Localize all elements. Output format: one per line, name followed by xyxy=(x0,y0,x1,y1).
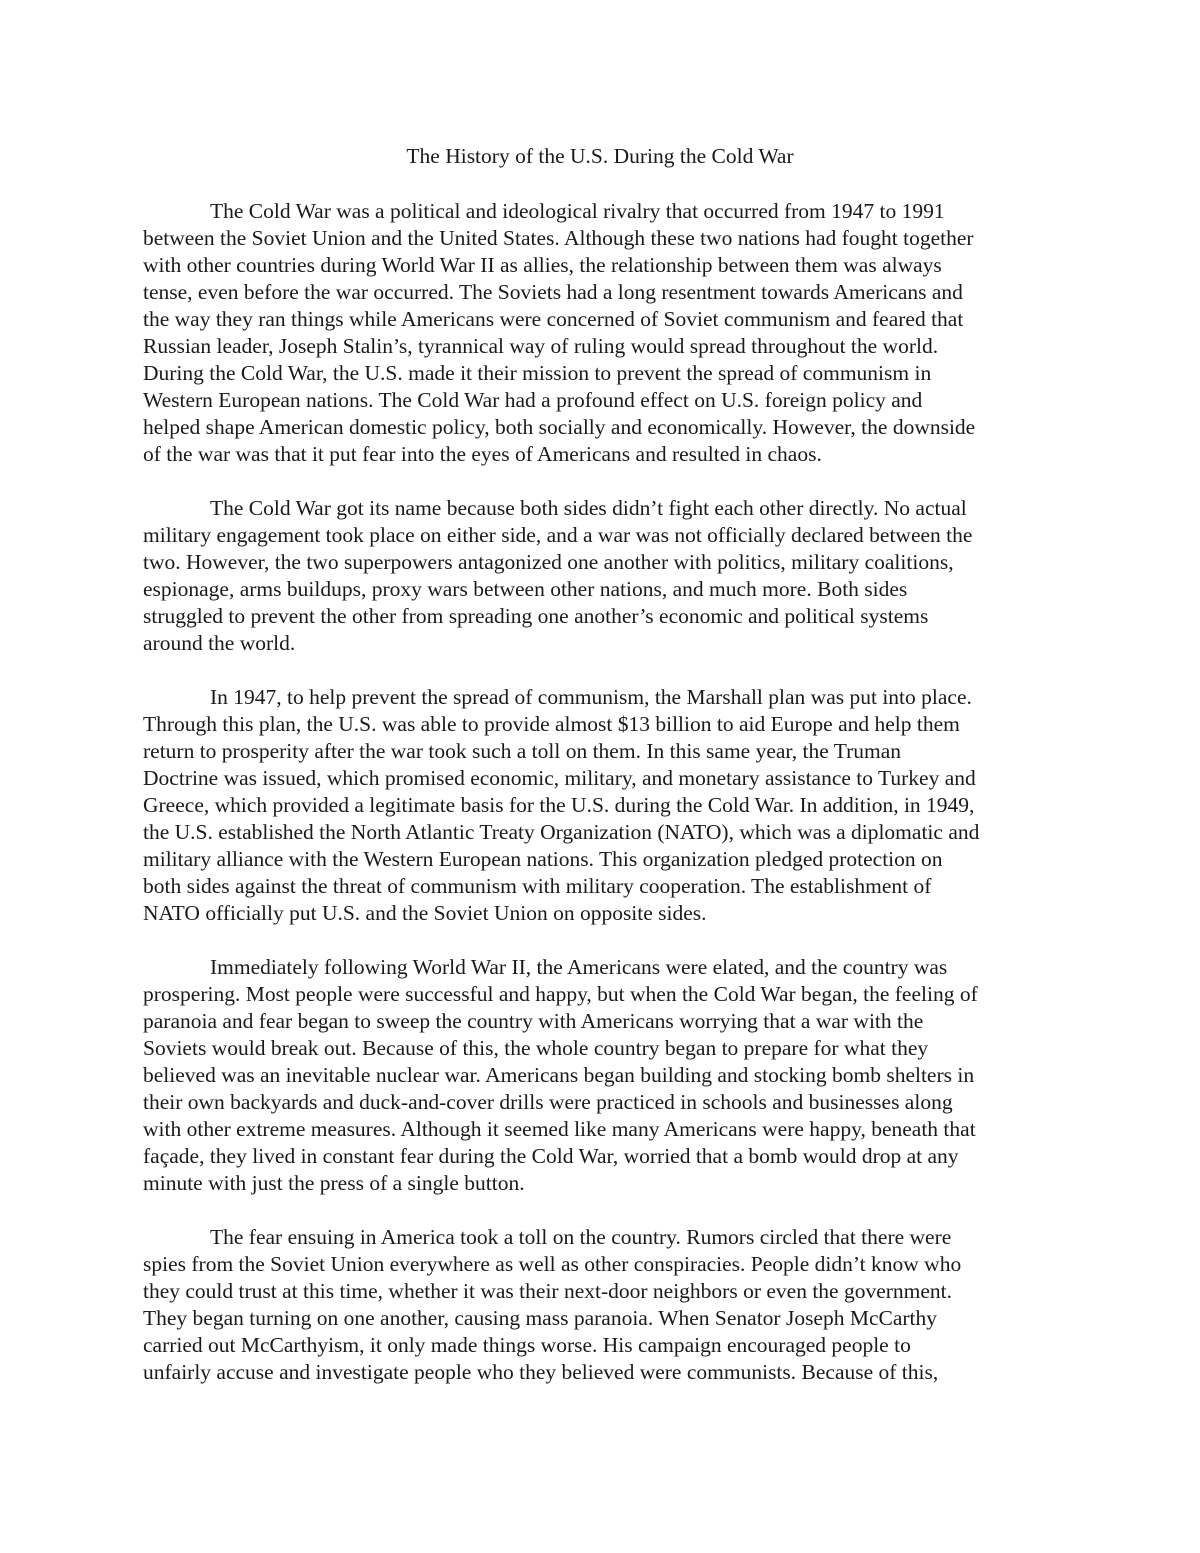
paragraph-line: both sides against the threat of communism with military cooperation. The establishment of xyxy=(143,874,932,898)
paragraph-line: During the Cold War, the U.S. made it their mission to prevent the spread of communism in xyxy=(143,361,932,385)
paragraph-line: between the Soviet Union and the United States. Although these two nations had fought together xyxy=(143,226,974,250)
paragraph-line: Western European nations. The Cold War had a profound effect on U.S. foreign policy and xyxy=(143,388,923,412)
paragraph-line: their own backyards and duck-and-cover drills were practiced in schools and businesses along xyxy=(143,1090,953,1114)
paragraph-line: prospering. Most people were successful and happy, but when the Cold War began, the feeling of xyxy=(143,982,978,1006)
paragraph-line: believed was an inevitable nuclear war. Americans began building and stocking bomb shelters in xyxy=(143,1063,975,1087)
paragraph-line: façade, they lived in constant fear during the Cold War, worried that a bomb would drop at any xyxy=(143,1144,959,1168)
paragraph-line: unfairly accuse and investigate people who they believed were communists. Because of this, xyxy=(143,1360,939,1384)
paragraph-line: The Cold War was a political and ideological rivalry that occurred from 1947 to 1991 xyxy=(210,199,945,223)
paragraph-line: they could trust at this time, whether it was their next-door neighbors or even the government. xyxy=(143,1279,953,1303)
paragraph-line: two. However, the two superpowers antagonized one another with politics, military coalitions, xyxy=(143,550,954,574)
paragraph-line: Immediately following World War II, the Americans were elated, and the country was xyxy=(210,955,948,979)
paragraph-line: Soviets would break out. Because of this, the whole country began to prepare for what they xyxy=(143,1036,929,1060)
paragraph-line: In 1947, to help prevent the spread of communism, the Marshall plan was put into place. xyxy=(210,685,972,709)
paragraph-line: tense, even before the war occurred. The Soviets had a long resentment towards Americans and xyxy=(143,280,963,304)
paragraph-line: spies from the Soviet Union everywhere as well as other conspiracies. People didn’t know who xyxy=(143,1252,962,1276)
paragraph-line: minute with just the press of a single button. xyxy=(143,1171,525,1195)
paragraph-line: NATO officially put U.S. and the Soviet Union on opposite sides. xyxy=(143,901,707,925)
paragraph-line: espionage, arms buildups, proxy wars between other nations, and much more. Both sides xyxy=(143,577,908,601)
paragraph-line: the U.S. established the North Atlantic Treaty Organization (NATO), which was a diplomatic and xyxy=(143,820,980,844)
paragraph-line: carried out McCarthyism, it only made things worse. His campaign encouraged people to xyxy=(143,1333,911,1357)
paragraph-line: They began turning on one another, causing mass paranoia. When Senator Joseph McCarthy xyxy=(143,1306,938,1330)
paragraph-line: military alliance with the Western European nations. This organization pledged protection on xyxy=(143,847,943,871)
paragraph-line: The fear ensuing in America took a toll on the country. Rumors circled that there were xyxy=(210,1225,952,1249)
paragraph-line: Russian leader, Joseph Stalin’s, tyrannical way of ruling would spread throughout the world. xyxy=(143,334,939,358)
paragraph-line: The Cold War got its name because both sides didn’t fight each other directly. No actual xyxy=(210,496,967,520)
paragraph-line: around the world. xyxy=(143,631,296,655)
paragraph-line: Doctrine was issued, which promised economic, military, and monetary assistance to Turkey and xyxy=(143,766,976,790)
paragraph-line: the way they ran things while Americans were concerned of Soviet communism and feared that xyxy=(143,307,964,331)
paragraph-line: with other extreme measures. Although it seemed like many Americans were happy, beneath that xyxy=(143,1117,976,1141)
paragraph-line: military engagement took place on either side, and a war was not officially declared between the xyxy=(143,523,973,547)
paragraph-line: Greece, which provided a legitimate basis for the U.S. during the Cold War. In addition, in 1949, xyxy=(143,793,975,817)
paragraph-line: struggled to prevent the other from spreading one another’s economic and political systems xyxy=(143,604,929,628)
paragraph-line: paranoia and fear began to sweep the country with Americans worrying that a war with the xyxy=(143,1009,924,1033)
paragraph-line: Through this plan, the U.S. was able to provide almost $13 billion to aid Europe and help them xyxy=(143,712,960,736)
paragraph-line: with other countries during World War II as allies, the relationship between them was always xyxy=(143,253,942,277)
paragraph-line: helped shape American domestic policy, both socially and economically. However, the downside xyxy=(143,415,976,439)
document-title: The History of the U.S. During the Cold War xyxy=(406,144,794,168)
paragraph-line: return to prosperity after the war took such a toll on them. In this same year, the Truman xyxy=(143,739,902,763)
paragraph-line: of the war was that it put fear into the eyes of Americans and resulted in chaos. xyxy=(143,442,822,466)
